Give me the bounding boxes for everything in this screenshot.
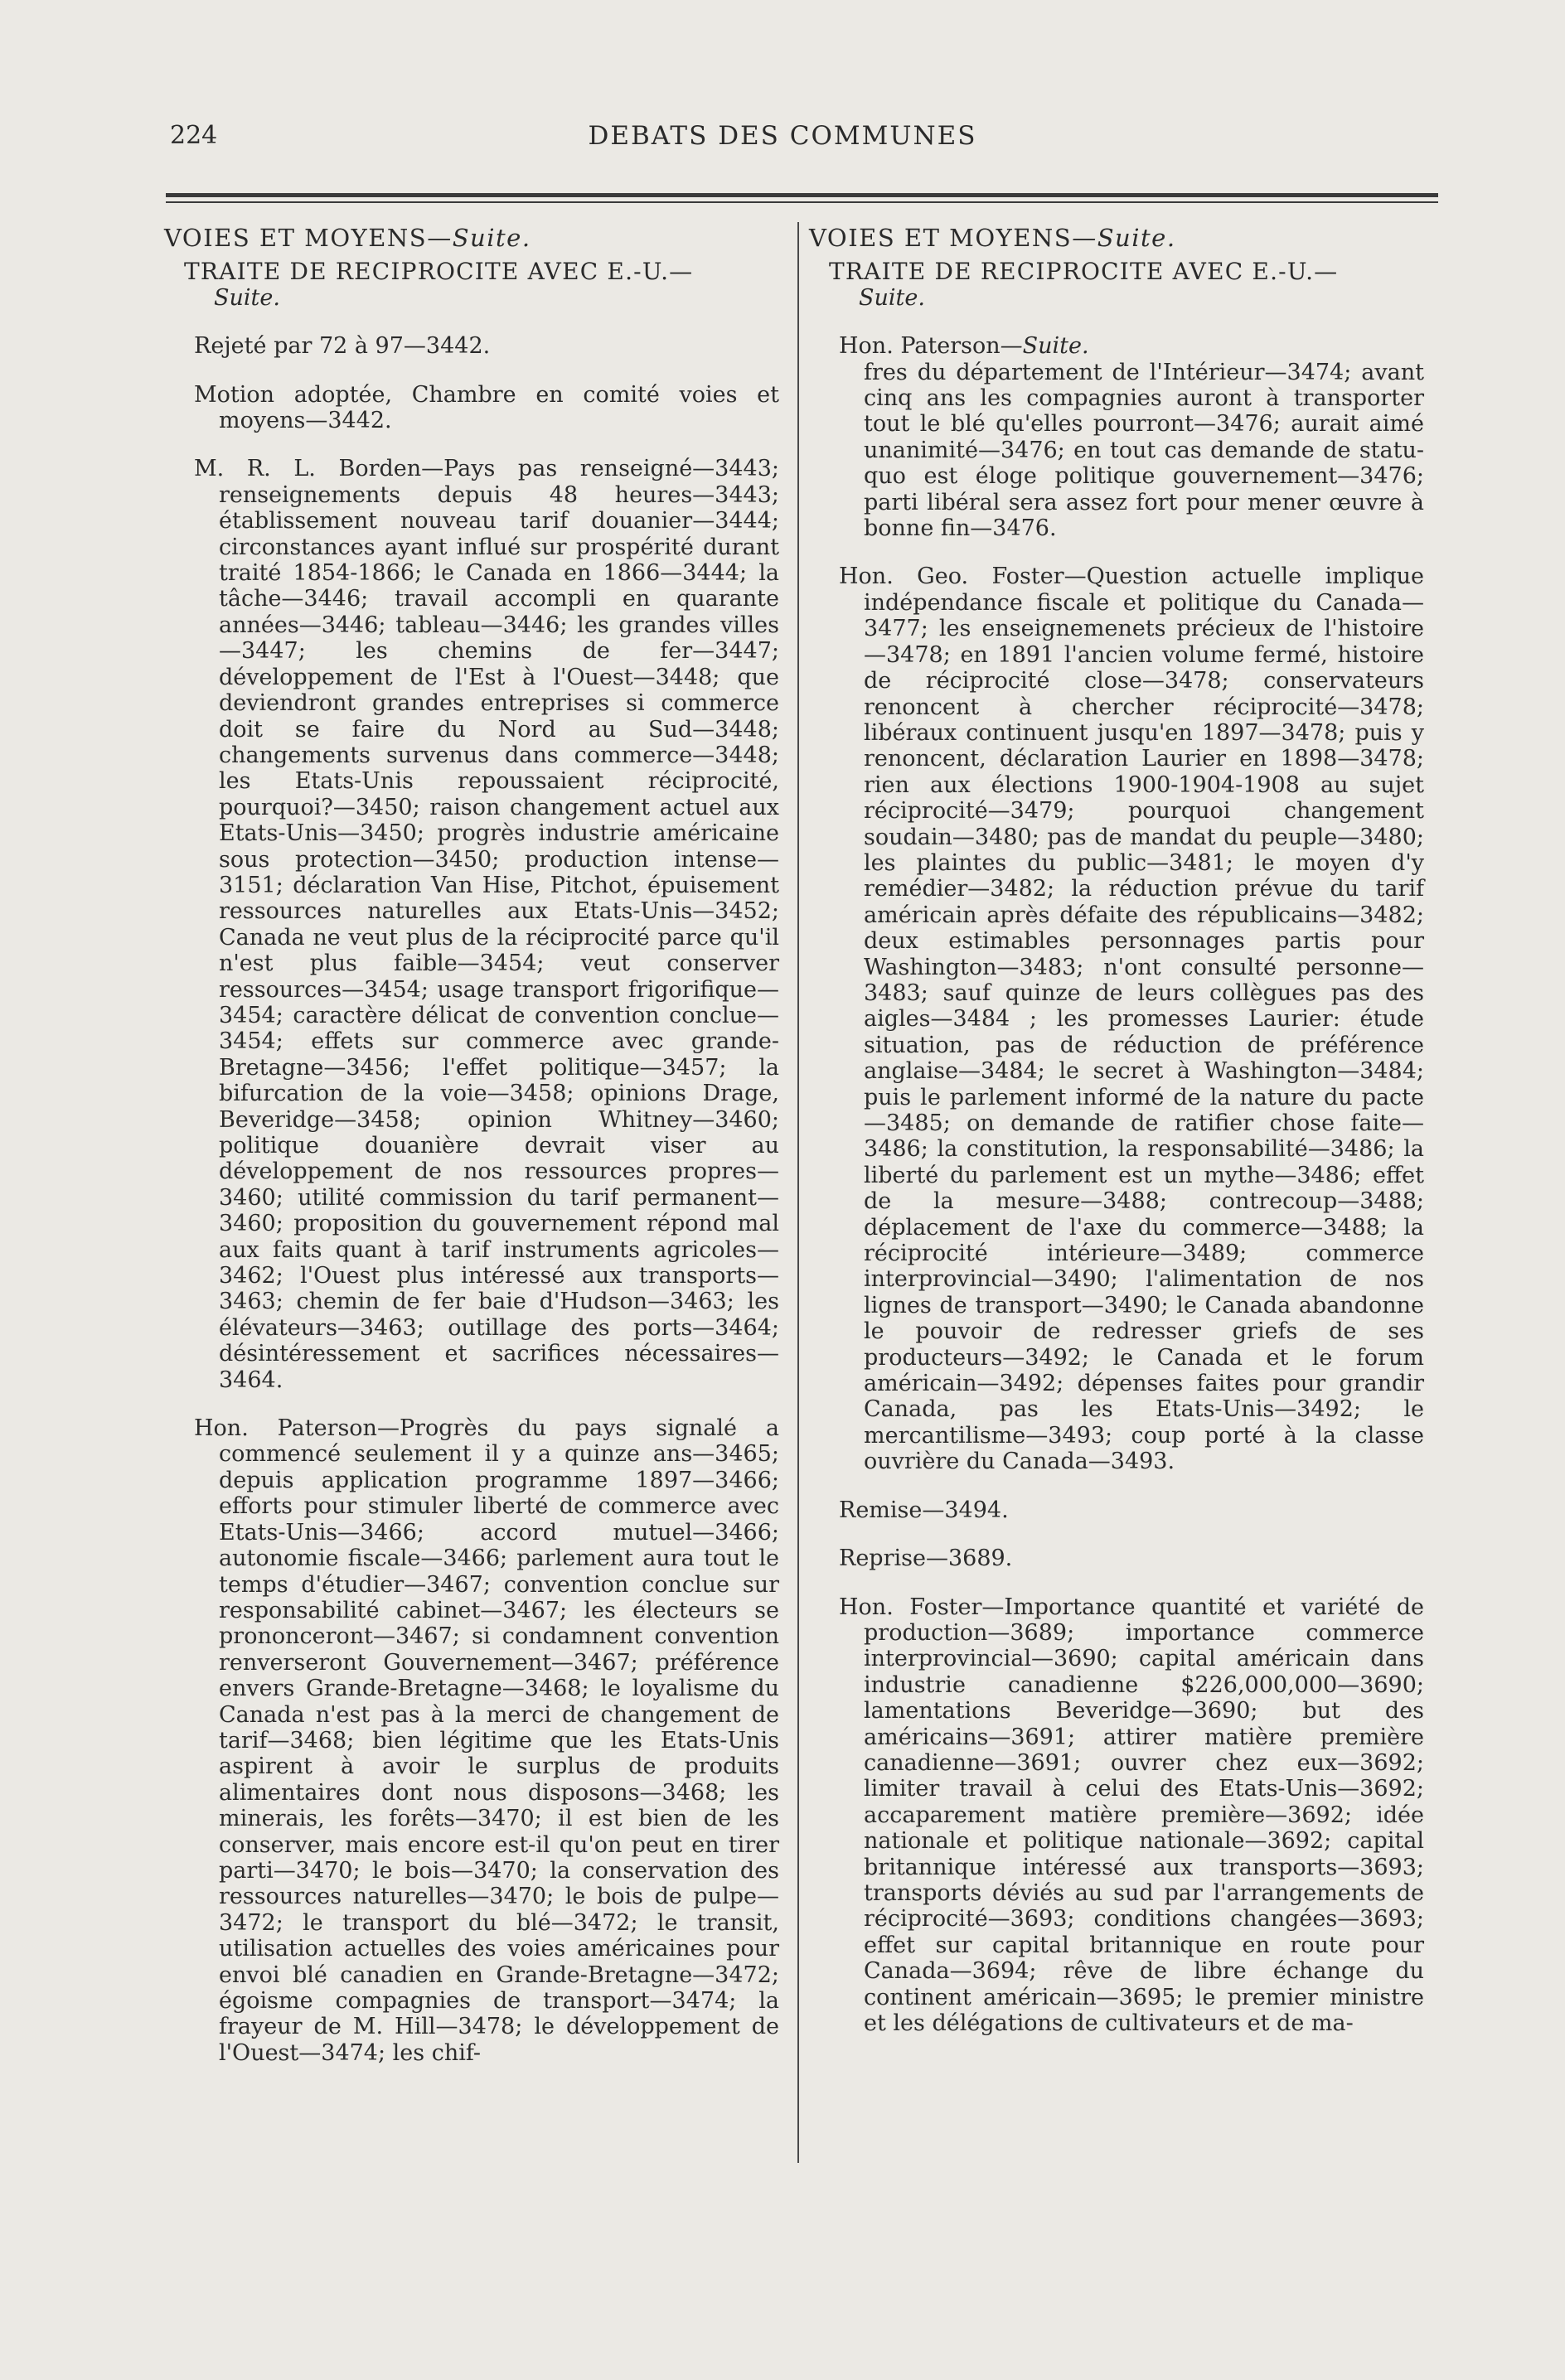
index-entry-continued (809, 333, 1424, 541)
index-entry: Reprise—3689. (839, 1546, 1013, 1572)
subsection-title: TRAITE DE RECIPROCITE AVEC E.-U.— (184, 258, 694, 286)
speaker-suffix: —Suite. (1000, 333, 1089, 360)
section-suffix: —Suite. (427, 224, 531, 252)
index-entry: Rejeté par 72 à 97—3442. (194, 333, 491, 360)
speaker-heading: Hon. Paterson (839, 333, 1001, 360)
left-column (164, 225, 779, 2075)
index-entry: M. R. L. Borden—Pays pas renseigné—3443; renseignements depuis 48 heures—3443; établissement nouveau tarif douanier—3444; circonstances ayant influé sur prospérité durant traité 1854-1866; le Canada en 1866—3444; la tâche—3446; travail accompli en quarante années—3446; tableau—3446; les grandes villes—3447; les chemins de fer—3447; développement de l'Est à l'Ouest—3448; que deviendront grandes entreprises si commerce doit se faire du Nord au Sud—3448; changements survenus dans commerce—3448; les Etats-Unis repoussaient réciprocité, pourquoi?—3450; raison changement actuel aux Etats-Unis—3450; progrès industrie américaine sous protection—3450; production intense—3151; déclaration Van Hise, Pitchot, épuisement ressources naturelles aux Etats-Unis—3452; Canada ne veut plus de la réciprocité parce qu'il n'est plus faible—3454; veut conserver ressources—3454; usage transport frigorifique—3454; caractère délicat de convention conclue—3454; effets sur commerce avec grande-Bretagne—3456; l'effet politique—3457; la bifurcation de la voie—3458; opinions Drage, Beveridge—3458; opinion Whitney—3460; politique douanière devrait viser au développement de nos ressources propres—3460; utilité commission du tarif permanent—3460; proposition du gouvernement répond mal aux faits quant à tarif instruments agricoles—3462; l'Ouest plus intéressé aux transports—3463; chemin de fer baie d'Hudson—3463; les élévateurs—3463; outillage des ports—3464; désintéressement et sacrifices nécessaires—3464. (194, 456, 779, 1393)
section-title: VOIES ET MOYENS—Suite. (809, 224, 1176, 252)
index-entry: Hon. Paterson—Progrès du pays signalé a commencé seulement il y a quinze ans—3465; depuis application programme 1897—3466; efforts pour stimuler liberté de commerce avec Etats-Unis—3466; accord mutuel—3466; autonomie fiscale—3466; parlement aura tout le temps d'étudier—3467; convention conclue sur responsabilité cabinet—3467; les électeurs se prononceront—3467; si condamnent convention renverseront Gouvernement—3467; préférence envers Grande-Bretagne—3468; le loyalisme du Canada n'est pas à la merci de changement de tarif—3468; bien légitime que les Etats-Unis aspirent à avoir le surplus de produits alimentaires dont nous disposons—3468; les minerais, les forêts—3470; il est bien de les conserver, mais encore est-il qu'on peut en tirer parti—3470; le bois—3470; la conservation des ressources naturelles—3470; le bois de pulpe—3472; le transport du blé—3472; le transit, utilisation actuelles des voies américaines pour envoi blé canadien en Grande-Bretagne—3472; égoisme compagnies de transport—3474; la frayeur de M. Hill—3478; le développement de l'Ouest—3474; les chif- (194, 1415, 779, 2066)
subsection-suffix: Suite. (214, 284, 280, 311)
section-suffix: —Suite. (1072, 224, 1176, 252)
header-rule-thin (166, 201, 1438, 203)
continuation-text: fres du département de l'Intérieur—3474; avant cinq ans les compagnies auront à transporter tout le blé qu'elles pourront—3476; aurait aimé unanimité—3476; en tout cas demande de statu-quo est éloge politique gouvernement—3476; parti libéral sera assez fort pour mener œuvre à bonne fin—3476. (864, 359, 1424, 542)
running-head: DEBATS DES COMMUNES (588, 121, 977, 151)
index-entry: Remise—3494. (839, 1497, 1009, 1523)
subsection-suffix: Suite. (859, 284, 925, 311)
index-entry: Hon. Geo. Foster—Question actuelle implique indépendance fiscale et politique du Canada—3477; les enseignemenets précieux de l'histoire—3478; en 1891 l'ancien volume fermé, histoire de réciprocité close—3478; conservateurs renoncent à chercher réciprocité—3478; libéraux continuent jusqu'en 1897—3478; puis y renoncent, déclaration Laurier en 1898—3478; rien aux élections 1900-1904-1908 au sujet réciprocité—3479; pourquoi changement soudain—3480; pas de mandat du peuple—3480; les plaintes du public—3481; le moyen d'y remédier—3482; la réduction prévue du tarif américain après défaite des républicains—3482; deux estimables personnages partis pour Washington—3483; n'ont consulté personne—3483; sauf quinze de leurs collègues pas des aigles—3484 ; les promesses Laurier: étude situation, pas de réduction de préférence anglaise—3484; le secret à Washington—3484; puis le parlement informé de la nature du pacte—3485; on demande de ratifier chose faite—3486; la constitution, la responsabilité—3486; la liberté du parlement est un mythe—3486; effet de la mesure—3488; contrecoup—3488; déplacement de l'axe du commerce—3488; la réciprocité intérieure—3489; commerce interprovincial—3490; l'alimentation de nos lignes de transport—3490; le Canada abandonne le pouvoir de redresser griefs de ses producteurs—3492; le Canada et le forum américain—3492; dépenses faites pour grandir Canada, pas les Etats-Unis—3492; le mercantilisme—3493; coup porté à la classe ouvrière du Canada—3493. (839, 564, 1424, 1475)
index-entry: Hon. Foster—Importance quantité et variété de production—3689; importance commerce interprovincial—3690; capital américain dans industrie canadienne $226,000,000—3690; lamentations Beveridge—3690; but des américains—3691; attirer matière première canadienne—3691; ouvrer chez eux—3692; limiter travail à celui des Etats-Unis—3692; accaparement matière première—3692; idée nationale et politique nationale—3692; capital britannique intéressé aux transports—3693; transports déviés au sud par l'arrangements de réciprocité—3693; conditions changées—3693; effet sur capital britannique en route pour Canada—3694; rêve de libre échange du continent américain—3695; le premier ministre et les délégations de cultivateurs et de ma- (839, 1594, 1424, 2036)
subsection-title: TRAITE DE RECIPROCITE AVEC E.-U.— (829, 258, 1339, 286)
column-divider (797, 222, 799, 2163)
section-title: VOIES ET MOYENS—Suite. (164, 224, 531, 252)
right-column (809, 225, 1424, 2045)
page-number: 224 (170, 121, 218, 150)
header-rule-thick (166, 193, 1438, 197)
index-entry: Motion adoptée, Chambre en comité voies et moyens—3442. (194, 381, 779, 434)
